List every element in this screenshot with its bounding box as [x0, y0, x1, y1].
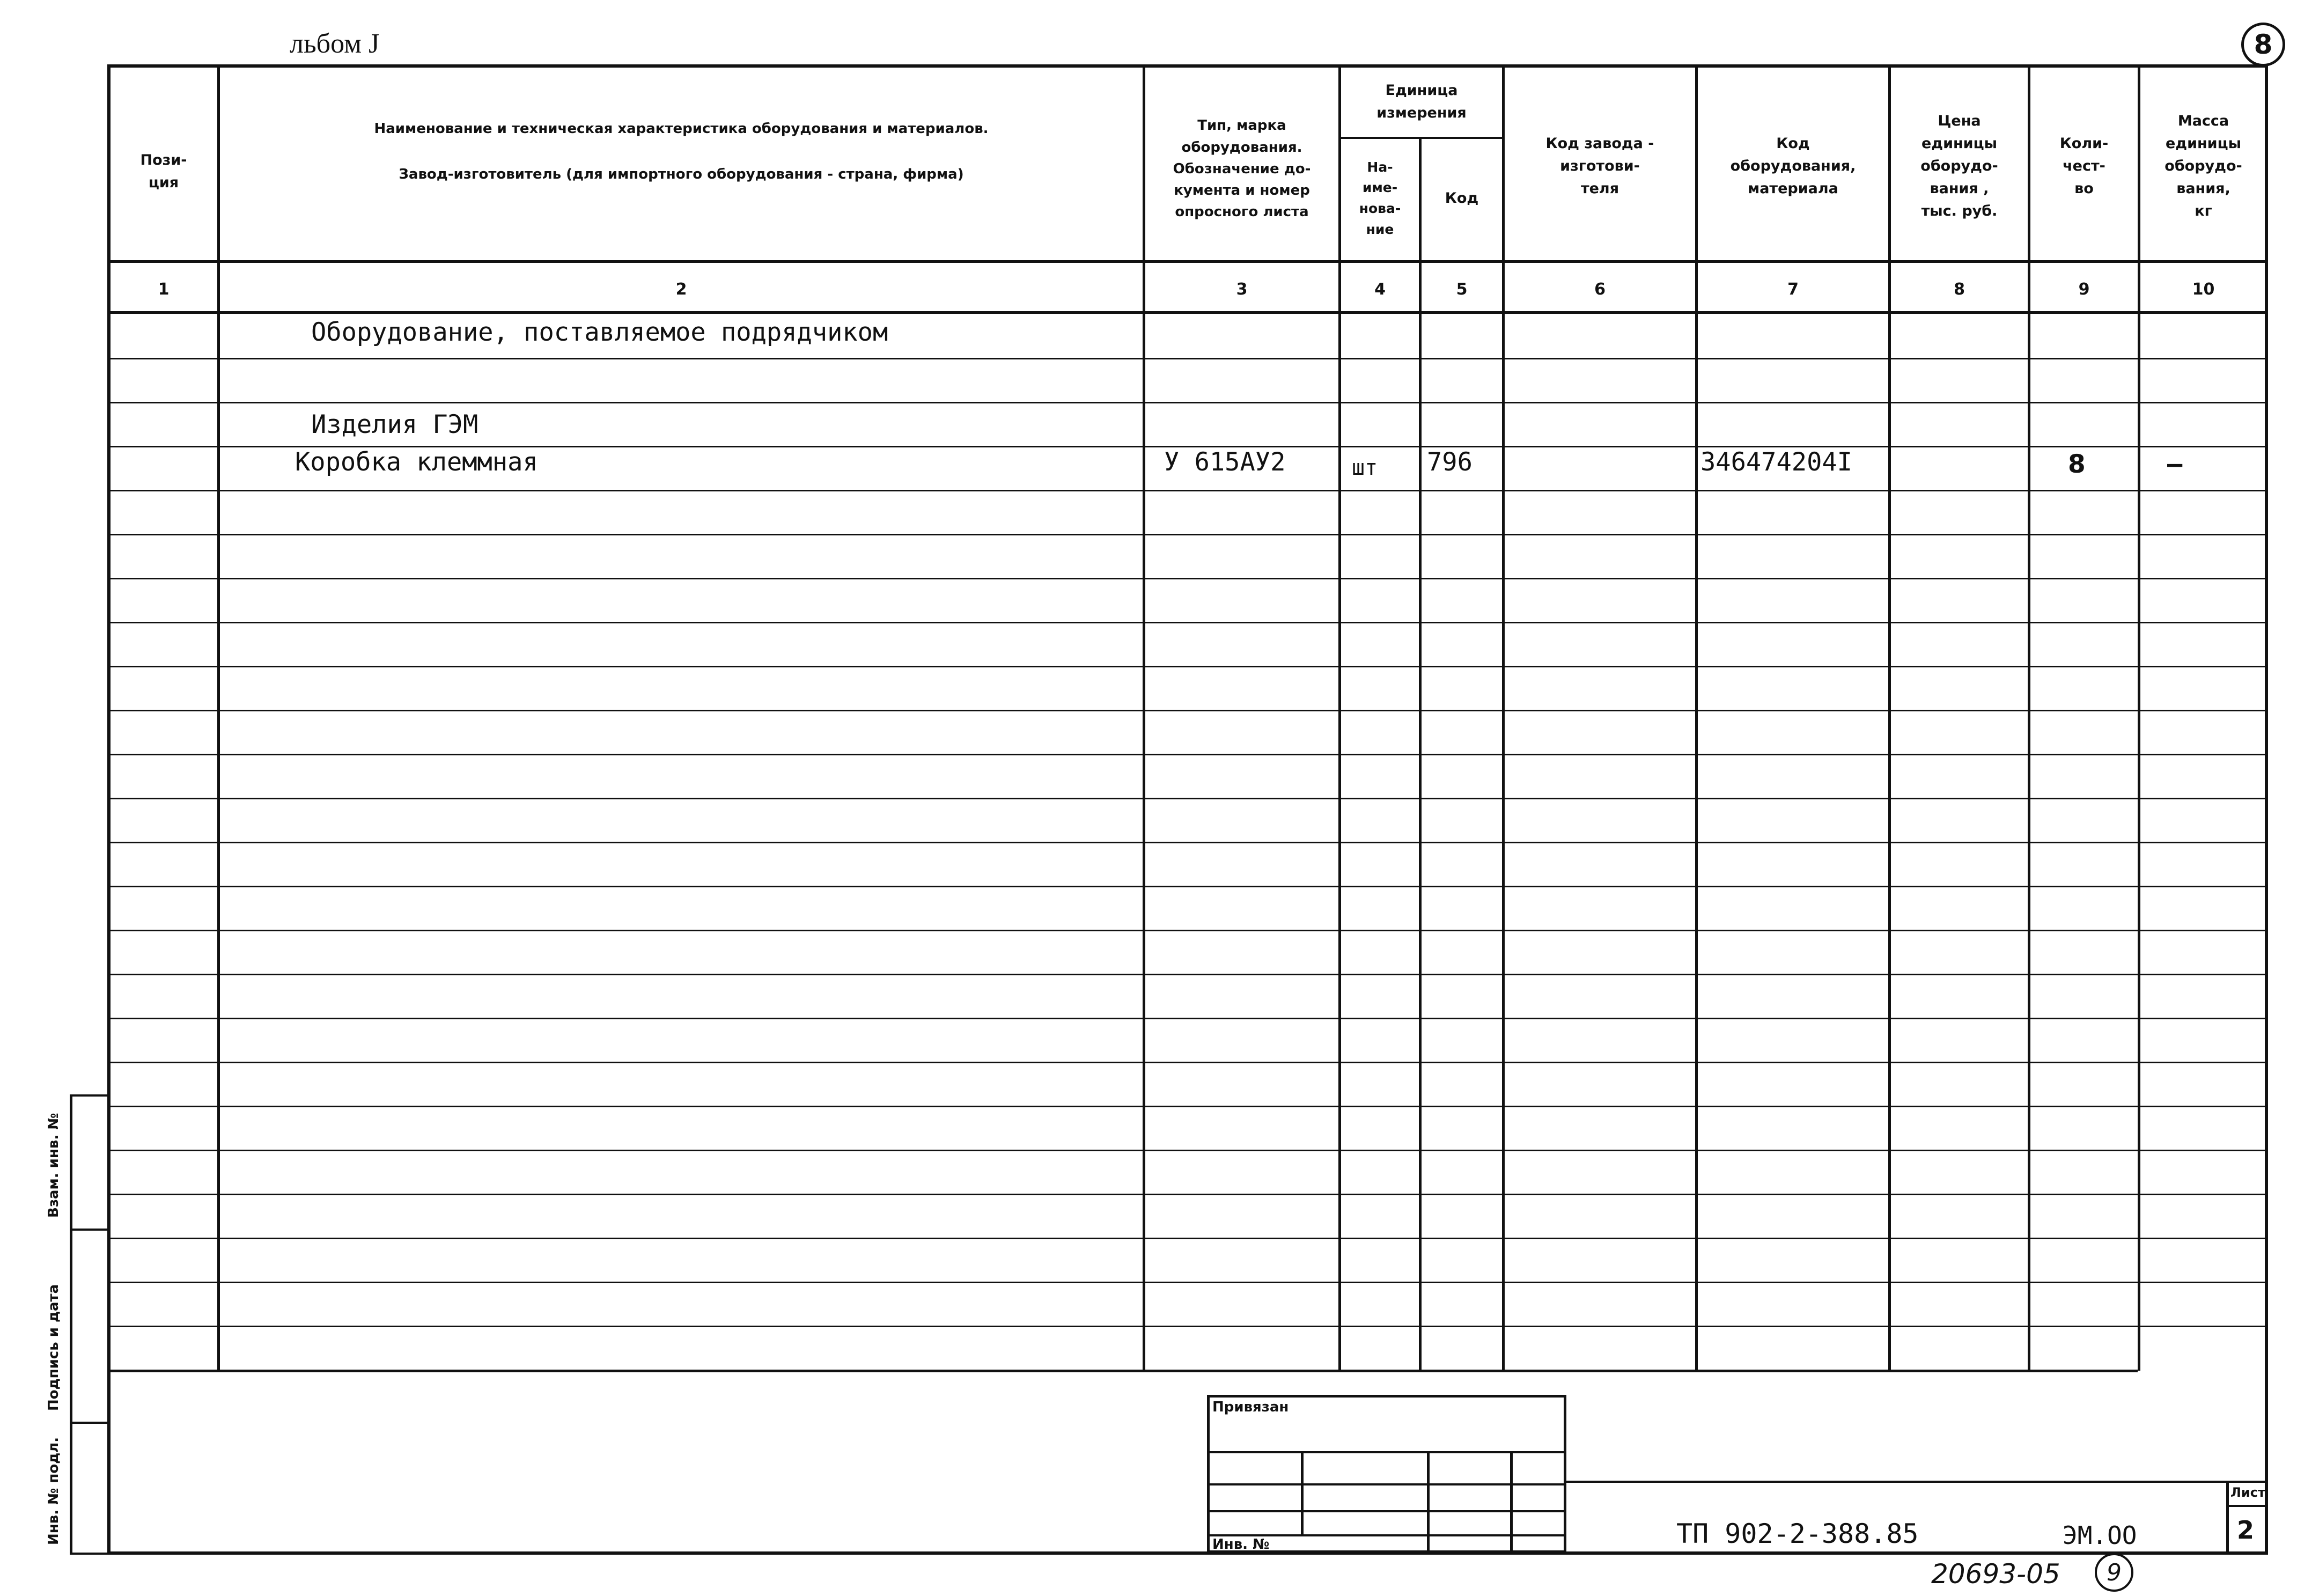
sheet-label: Лист — [2230, 1485, 2265, 1500]
row-item-equipment-code: 346474204I — [1700, 447, 1852, 477]
header-manufacturer-code: Код завода - изготови- теля — [1545, 135, 1654, 197]
side-stamp-replace-field: Взам. инв. № — [46, 1113, 62, 1218]
row-rule — [107, 1194, 2268, 1195]
column-number: 5 — [1456, 280, 1468, 299]
header-mass: Масса единицы оборудо- вания, кг — [2165, 113, 2242, 219]
sheet-circle-number: 8 — [2241, 23, 2285, 67]
unit-group-line — [1338, 137, 1502, 139]
sheet-number: 2 — [2237, 1516, 2255, 1544]
inv-label: Инв. № — [1212, 1536, 1270, 1553]
document-suffix: ЭМ.ОО — [2063, 1521, 2137, 1550]
row-rule — [107, 622, 2268, 623]
row-rule — [107, 754, 2268, 755]
header-name-line2: Завод-изготовитель (для импортного оборудования - страна, фирма) — [399, 166, 964, 182]
column-number: 9 — [2078, 280, 2090, 299]
header-type: Тип, марка оборудования. Обозначение до- кумента и номер опросного листа — [1173, 117, 1311, 220]
side-stamp-signature-field: Подпись и дата — [46, 1284, 62, 1411]
row-rule — [107, 666, 2268, 667]
document-code: ТП 902-2-388.85 — [1676, 1518, 1919, 1549]
row-rule — [107, 798, 2268, 799]
column-number: 4 — [1374, 280, 1386, 299]
row-rule — [107, 1018, 2268, 1019]
row-rule — [107, 358, 2268, 359]
row-item-mass: – — [2167, 450, 2183, 479]
column-number: 2 — [675, 280, 687, 299]
row-rule — [107, 710, 2268, 711]
row-rule — [107, 1150, 2268, 1151]
header-bottom-line — [107, 260, 2268, 263]
archive-number: 20693-05 — [1931, 1558, 2060, 1590]
attached-divider — [1301, 1451, 1304, 1534]
header-position: Пози- ция — [140, 152, 187, 191]
side-stamp-inv-field: Инв. № подл. — [46, 1437, 62, 1545]
column-number: 10 — [2192, 280, 2215, 299]
table-bottom-line — [107, 1370, 2138, 1372]
sheet-divider — [2226, 1481, 2229, 1555]
row-item-type: У 615АУ2 — [1164, 447, 1286, 477]
side-stamp-line — [70, 1229, 110, 1231]
row-item-quantity: 8 — [2068, 450, 2086, 479]
column-number: 7 — [1787, 280, 1799, 299]
row-rule — [107, 534, 2268, 535]
side-stamp-line — [70, 1094, 110, 1097]
header-unit-code: Код — [1445, 190, 1479, 207]
header-name-line1: Наименование и техническая характеристика оборудования и материалов. — [374, 120, 989, 137]
column-number: 6 — [1594, 280, 1606, 299]
header-quantity: Коли- чест- во — [2059, 135, 2109, 197]
row-rule — [107, 1282, 2268, 1283]
header-equipment-code: Код оборудования, материала — [1730, 135, 1856, 197]
row-rule — [107, 842, 2268, 843]
row-group-title: Изделия ГЭМ — [311, 410, 478, 439]
row-item-name: Коробка клеммная — [295, 447, 538, 477]
colnum-bottom-line — [107, 311, 2268, 314]
archive-circle: 9 — [2095, 1553, 2133, 1592]
column-number: 1 — [158, 280, 170, 299]
row-section-title: Оборудование, поставляемое подрядчиком — [311, 318, 888, 347]
row-item-unit-code: 796 — [1427, 447, 1473, 477]
attached-divider — [1510, 1451, 1513, 1553]
side-stamp-line — [70, 1553, 110, 1555]
row-rule — [107, 886, 2268, 887]
row-rule — [107, 1238, 2268, 1239]
attached-label: Привязан — [1212, 1399, 1289, 1415]
header-unit-name: На- име- нова- ние — [1359, 159, 1401, 237]
row-rule — [107, 402, 2268, 403]
attached-divider — [1427, 1451, 1430, 1553]
header-unit-group: Единица измерения — [1376, 82, 1467, 121]
row-rule — [107, 1106, 2268, 1107]
title-block-top-line — [1566, 1481, 2268, 1483]
row-item-unit-name: шт — [1352, 455, 1378, 480]
column-number: 3 — [1236, 280, 1248, 299]
row-rule — [107, 578, 2268, 579]
side-stamp-divider — [70, 1094, 72, 1555]
album-label: льбом J — [290, 28, 380, 59]
row-rule — [107, 490, 2268, 491]
header-price: Цена единицы оборудо- вания , тыс. руб. — [1920, 113, 1998, 219]
row-rule — [107, 930, 2268, 931]
sheet-divider-line — [2226, 1505, 2268, 1507]
column-number: 8 — [1954, 280, 1965, 299]
row-rule — [107, 974, 2268, 975]
row-rule — [107, 1062, 2268, 1063]
side-stamp-line — [70, 1422, 110, 1424]
row-rule — [107, 1326, 2268, 1327]
